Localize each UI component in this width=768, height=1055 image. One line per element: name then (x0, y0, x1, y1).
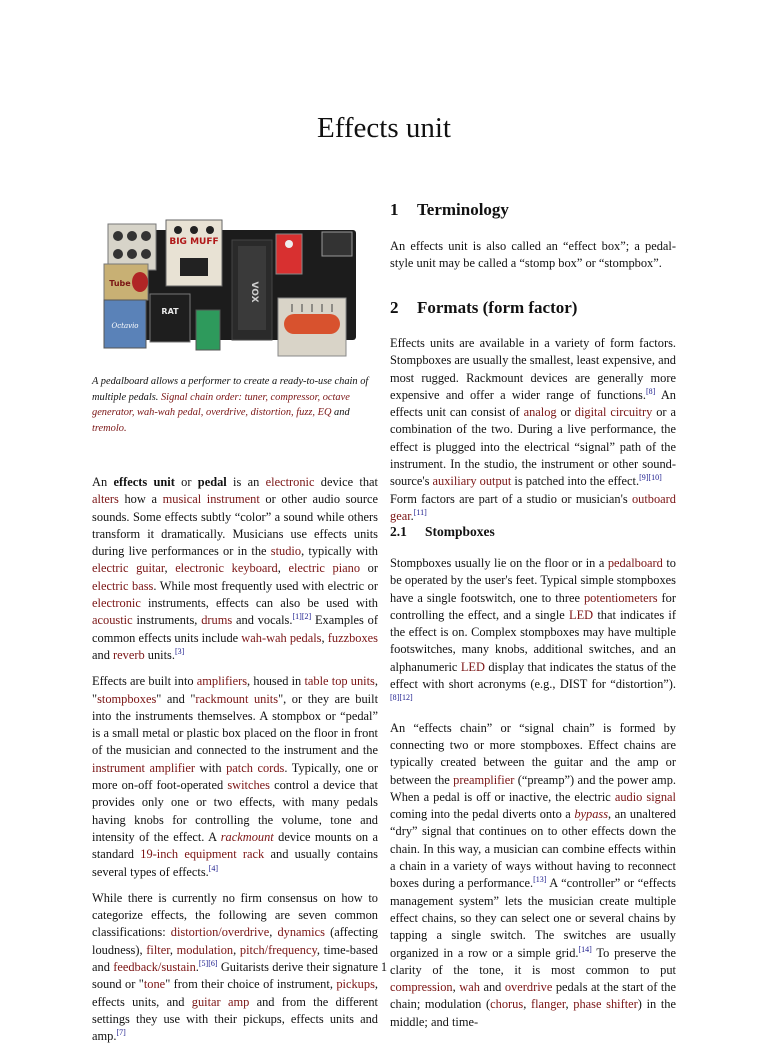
formats-text: Effects units are available in a variety of form factors. Stompboxes are usually the smallest, least expensive, and most rugged. Rackmount devices are generally more expensive and offer a wider range of functions.[8] An effects unit can consist of analog or digital circuitry or a combination of the two. During a live performance, the effect is plugged into the electrical “signal” path of the instrument. In the studio, the instrument or other sound-source's auxiliary output is patched into the effect.[9][10] Form factors are part of a studio or musician's outboard gear.[11] (390, 336, 676, 523)
caption-link-tremolo[interactable]: tremolo. (92, 422, 127, 434)
rat-label: RAT (161, 307, 179, 316)
vox-label: VOX (249, 281, 259, 303)
paragraph-built-into: Effects are built into amplifiers, housed in table top units, "stompboxes" and "rackmount units", or they are built into the instruments themselves. A stompbox or “pedal” is a small metal or plastic box placed on the floor in front of the musician and connected to the instrument and the instrument amplifier with patch cords. Typically, one or more on-off foot-operated switches control a device that provides only one or two effects, with many pedals having knobs for controlling the volume, tone and intensity of the effect. A rackmount device mounts on a standard 19-inch equipment rack and usually contains several types of effects.[4] (92, 674, 379, 879)
terminology-text: An effects unit is also called an “effect box”; a pedal-style unit may be called a “stomp box” or “stompbox”. (390, 239, 676, 271)
pedal-tuner (108, 224, 156, 270)
tube-label: Tube (109, 279, 131, 288)
section-heading-formats: 2 Formats (form factor) (390, 298, 578, 317)
big-muff-label: BIG MUFF (169, 237, 219, 247)
caption-link[interactable]: Signal chain order: tuner, compressor, octave generator, wah-wah pedal, overdrive, distortion, fuzz, EQ (92, 391, 350, 418)
figure-caption: A pedalboard allows a performer to create a ready-to-use chain of multiple pedals. Signal chain order: tuner, compressor, octave generator, wah-wah pedal, overdrive, distortion, fuzz, EQ and tremolo. (92, 376, 369, 434)
paragraph-intro: An effects unit or pedal is an electronic device that alters how a musical instrument or other audio source sounds. Some effects subtly “color” a sound while others transform it dramatically. Musicians use effects units during live performances or in the studio, typically with electric guitar, electronic keyboard, electric piano or electric bass. While most frequently used with electric or electronic instruments, effects can also be used with acoustic instruments, drums and vocals.[1][2] Examples of common effects units include wah-wah pedals, fuzzboxes and reverb units.[3] (92, 475, 379, 662)
pedal-rat (150, 294, 190, 342)
octavio-label: Octavio (111, 322, 139, 330)
page-title: Effects unit (317, 112, 451, 144)
pedal-green (196, 310, 220, 350)
section-heading-terminology: 1 Terminology (390, 200, 509, 219)
stompboxes-text: Stompboxes usually lie on the floor or in a pedalboard to be operated by the user's feet. Typical simple stompboxes have a single footswitch, one to three potentiometers for controlling the effect, and a single LED that indicates if the effect is on. Complex stompboxes may have multiple footswitches, many knobs, additional switches, and an alphanumeric LED display that indicates the status of the effect with short acronyms (e.g., DIST for “distortion”).[8][12] An “effects chain” or “signal chain” is formed by connecting two or more stompboxes. Effect chains are typically created between the guitar and the amp or between the preamplifier (“preamp”) and the power amp. When a pedal is off or inactive, the electric audio signal coming into the pedal diverts onto a bypass, an unaltered “dry” signal that continues on to other effects down the chain. In this way, a musician can combine effects within a chain in a variety of ways without having to reconnect boxes during a performance.[13] A “controller” or “effects management system” lets the musician create multiple effect chains, so they can select one or several chains by tapping a single switch. The switches are usually organized in a row or a simple grid.[14] To preserve the clarity of the tone, it is most common to put compression, wah and overdrive pedals at the start of the chain; modulation (chorus, flanger, phase shifter) in the middle; and time- (390, 556, 677, 1029)
pedal-tuner-small (322, 232, 352, 256)
pedalboard-image (100, 206, 368, 360)
page-number: 1 (380, 960, 388, 974)
section-heading-stompboxes: 2.1 Stompboxes (390, 524, 495, 539)
paragraph-categories: While there is currently no firm consensus on how to categorize effects, the following are seven common classifications: distortion/overdrive, dynamics (affecting loudness), filter, modulation, pitch/frequency, time-based and feedback/sustain.[5][6] Guitarists derive their signature sound or "tone" from their choice of instrument, pickups, effects units, and guitar amp and from the different settings they use with their pickups, effects units and amp.[7] (92, 890, 379, 1044)
